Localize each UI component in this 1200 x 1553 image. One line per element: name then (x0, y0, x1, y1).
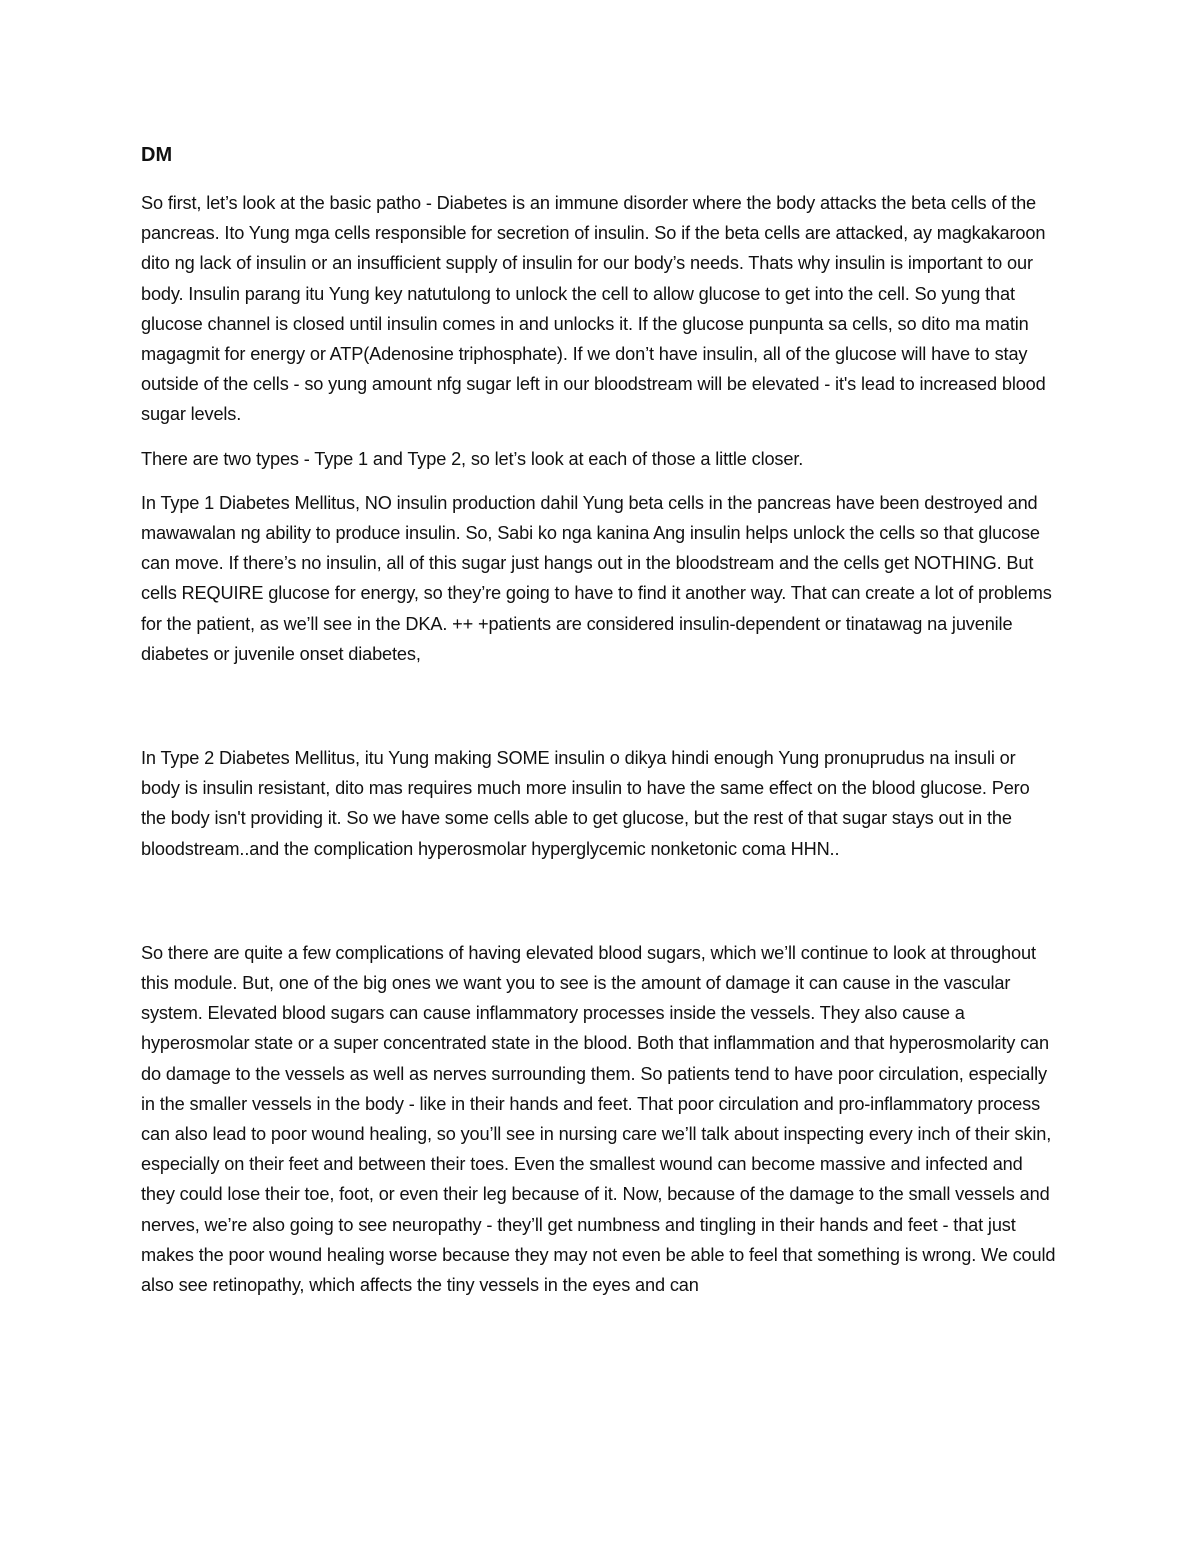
paragraph-types-intro: There are two types - Type 1 and Type 2, so let’s look at each of those a little closer. (141, 448, 804, 469)
paragraph-type-1: In Type 1 Diabetes Mellitus, NO insulin production dahil Yung beta cells in the pancreas have been destroyed and mawawalan ng ability to produce insulin. So, Sabi ko nga kanina Ang insulin helps unlock the cells so that glucose can move. If there’s no insulin, all of this sugar just hangs out in the bloodstream and the cells get NOTHING. But cells REQUIRE glucose for energy, so they’re going to have to find it another way. That can create a lot of problems for the patient, as we’ll see in the DKA. ++ +patients are considered insulin-dependent or tinatawag na juvenile diabetes or juvenile onset diabetes, (141, 492, 1052, 664)
document-title: DM (141, 144, 173, 166)
paragraph-type-2: In Type 2 Diabetes Mellitus, itu Yung making SOME insulin o dikya hindi enough Yung pronuprudus na insuli or body is insulin resistant, dito mas requires much more insulin to have the same effect on the blood glucose. Pero the body isn't providing it. So we have some cells able to get glucose, but the rest of that sugar stays out in the bloodstream..and the complication hyperosmolar hyperglycemic nonketonic coma HHN.. (141, 748, 1030, 859)
paragraph-complications: So there are quite a few complications of having elevated blood sugars, which we’ll continue to look at throughout this module. But, one of the big ones we want you to see is the amount of damage it can cause in the vascular system. Elevated blood sugars can cause inflammatory processes inside the vessels. They also cause a hyperosmolar state or a super concentrated state in the blood. Both that inflammation and that hyperosmolarity can do damage to the vessels as well as nerves surrounding them. So patients tend to have poor circulation, especially in the smaller vessels in the body - like in their hands and feet. That poor circulation and pro-inflammatory process can also lead to poor wound healing, so you’ll see in nursing care we’ll talk about inspecting every inch of their skin, especially on their feet and between their toes. Even the smallest wound can become massive and infected and they could lose their toe, foot, or even their leg because of it. Now, because of the damage to the small vessels and nerves, we’re also going to see neuropathy - they’ll get numbness and tingling in their hands and feet - that just makes the poor wound healing worse because they may not even be able to feel that something is wrong. We could also see retinopathy, which affects the tiny vessels in the eyes and can (141, 942, 1056, 1296)
paragraph-spacer (141, 669, 1059, 743)
paragraph-spacer (141, 474, 1059, 488)
document-body (141, 140, 1059, 1300)
paragraph-pathophysiology: So first, let’s look at the basic patho - Diabetes is an immune disorder where the body attacks the beta cells of the pancreas. Ito Yung mga cells responsible for secretion of insulin. So if the beta cells are attacked, ay magkakaroon dito ng lack of insulin or an insufficient supply of insulin for our body’s needs. Thats why insulin is important to our body. Insulin parang itu Yung key natutulong to unlock the cell to allow glucose to get into the cell. So yung that glucose channel is closed until insulin comes in and unlocks it. If the glucose punpunta sa cells, so dito ma matin magagmit for energy or ATP(Adenosine triphosphate). If we don’t have insulin, all of the glucose will have to stay outside of the cells - so yung amount nfg sugar left in our bloodstream will be elevated - it's lead to increased blood sugar levels. (141, 193, 1046, 425)
paragraph-spacer (141, 430, 1059, 444)
paragraph-spacer (141, 864, 1059, 938)
